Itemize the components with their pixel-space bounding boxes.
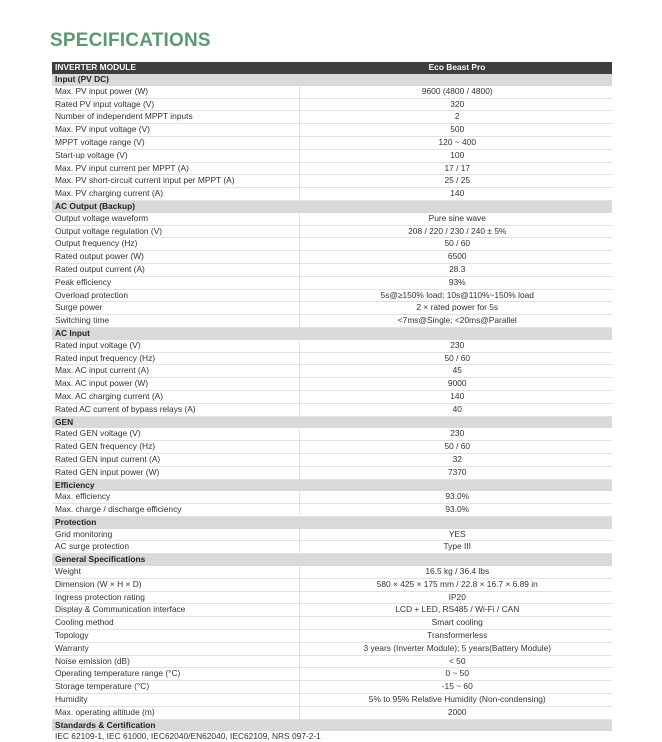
section-title: General Specifications: [52, 554, 612, 566]
table-row: [52, 213, 612, 225]
spec-value: 2 × rated power for 5s: [299, 302, 612, 315]
section-title: AC Output (Backup): [52, 200, 612, 212]
spec-value: 93%: [299, 276, 612, 289]
table-row: [52, 302, 612, 315]
spec-label: Max. AC input current (A): [52, 365, 299, 378]
section-header: [52, 479, 612, 491]
spec-label: Topology: [52, 630, 299, 643]
table-row: [52, 630, 612, 643]
table-row: [52, 617, 612, 630]
spec-value: YES: [299, 529, 612, 541]
spec-value: 50 / 60: [299, 441, 612, 454]
table-row: [52, 441, 612, 454]
table-header: [52, 62, 612, 74]
section-header: [52, 200, 612, 212]
table-row: [52, 263, 612, 276]
spec-value: 6500: [299, 251, 612, 264]
spec-label: Max. efficiency: [52, 491, 299, 503]
spec-label: Rated input frequency (Hz): [52, 352, 299, 365]
spec-value: 50 / 60: [299, 238, 612, 251]
spec-label: Warranty: [52, 642, 299, 655]
table-row: [52, 175, 612, 188]
spec-label: Output frequency (Hz): [52, 238, 299, 251]
section-title: AC Input: [52, 327, 612, 339]
section-header: [52, 416, 612, 428]
spec-value: 17 / 17: [299, 162, 612, 175]
spec-value: 93.0%: [299, 504, 612, 517]
spec-label: Output voltage regulation (V): [52, 225, 299, 238]
table-row: [52, 111, 612, 124]
spec-value: 320: [299, 98, 612, 111]
spec-value: 16.5 kg / 36.4 lbs: [299, 566, 612, 578]
spec-label: Grid monitoring: [52, 529, 299, 541]
spec-value: 93.0%: [299, 491, 612, 503]
spec-value: 50 / 60: [299, 352, 612, 365]
spec-value: -15 ~ 60: [299, 681, 612, 694]
section-title: Standards & Certification: [52, 719, 612, 731]
spec-value: 2000: [299, 706, 612, 719]
table-row: [52, 491, 612, 503]
table-row: [52, 566, 612, 578]
spec-label: Rated output current (A): [52, 263, 299, 276]
spec-label: Max. PV input voltage (V): [52, 124, 299, 137]
spec-label: Max. AC charging current (A): [52, 390, 299, 403]
spec-value: Pure sine wave: [299, 213, 612, 225]
spec-label: Start-up voltage (V): [52, 149, 299, 162]
spec-label: Overload protection: [52, 289, 299, 302]
table-row: [52, 578, 612, 591]
spec-label: Max. PV short-circuit current input per MPPT (A): [52, 175, 299, 188]
spec-value: 230: [299, 428, 612, 440]
table-row: [52, 591, 612, 604]
spec-table: [52, 62, 612, 731]
table-row: [52, 340, 612, 352]
spec-value: 40: [299, 403, 612, 416]
table-row: [52, 668, 612, 681]
spec-label: Rated GEN frequency (Hz): [52, 441, 299, 454]
spec-label: Peak efficiency: [52, 276, 299, 289]
standards-text: IEC 62109-1, IEC 61000, IEC62040/EN62040, IEC62109, NRS 097-2-1: [55, 731, 321, 742]
spec-value: 7370: [299, 466, 612, 479]
spec-label: Rated output power (W): [52, 251, 299, 264]
spec-label: Operating temperature range (°C): [52, 668, 299, 681]
spec-label: Max. PV input power (W): [52, 86, 299, 98]
spec-label: Rated GEN input power (W): [52, 466, 299, 479]
section-header: [52, 74, 612, 86]
spec-label: Max. charge / discharge efficiency: [52, 504, 299, 517]
spec-label: Rated AC current of bypass relays (A): [52, 403, 299, 416]
table-row: [52, 188, 612, 201]
spec-label: Cooling method: [52, 617, 299, 630]
table-row: [52, 149, 612, 162]
table-row: [52, 655, 612, 668]
spec-table-container: [52, 62, 612, 742]
spec-label: Noise emission (dB): [52, 655, 299, 668]
spec-value: Smart cooling: [299, 617, 612, 630]
spec-label: Weight: [52, 566, 299, 578]
table-row: [52, 541, 612, 554]
table-row: [52, 504, 612, 517]
table-row: [52, 681, 612, 694]
header-model: Eco Beast Pro: [299, 62, 612, 74]
section-title: Efficiency: [52, 479, 612, 491]
header-module: INVERTER MODULE: [52, 62, 299, 74]
spec-body: [52, 74, 612, 731]
spec-label: Rated PV input voltage (V): [52, 98, 299, 111]
spec-value: 230: [299, 340, 612, 352]
page-title: SPECIFICATIONS: [50, 30, 211, 51]
spec-label: Max. AC input power (W): [52, 378, 299, 391]
spec-value: 0 ~ 50: [299, 668, 612, 681]
table-row: [52, 124, 612, 137]
spec-value: Type III: [299, 541, 612, 554]
spec-value: 5s@≥150% load; 10s@110%~150% load: [299, 289, 612, 302]
spec-label: Number of independent MPPT inputs: [52, 111, 299, 124]
table-row: [52, 86, 612, 98]
table-row: [52, 466, 612, 479]
spec-value: 9600 (4800 / 4800): [299, 86, 612, 98]
table-row: [52, 251, 612, 264]
section-title: Protection: [52, 516, 612, 528]
table-row: [52, 162, 612, 175]
spec-label: Surge power: [52, 302, 299, 315]
table-row: [52, 642, 612, 655]
section-title: GEN: [52, 416, 612, 428]
table-row: [52, 225, 612, 238]
section-title: Input (PV DC): [52, 74, 612, 86]
spec-value: 45: [299, 365, 612, 378]
spec-value: < 50: [299, 655, 612, 668]
spec-value: 208 / 220 / 230 / 240 ± 5%: [299, 225, 612, 238]
spec-value: 120 ~ 400: [299, 136, 612, 149]
spec-value: 32: [299, 453, 612, 466]
table-row: [52, 706, 612, 719]
table-row: [52, 604, 612, 617]
spec-value: <7ms@Single; <20ms@Parallel: [299, 315, 612, 328]
table-row: [52, 136, 612, 149]
table-row: [52, 365, 612, 378]
spec-label: Display & Communication interface: [52, 604, 299, 617]
section-header: [52, 554, 612, 566]
spec-label: Output voltage waveform: [52, 213, 299, 225]
spec-label: Switching time: [52, 315, 299, 328]
spec-label: Max. PV input current per MPPT (A): [52, 162, 299, 175]
table-row: [52, 98, 612, 111]
spec-value: 580 × 425 × 175 mm / 22.8 × 16.7 × 6.89 in: [299, 578, 612, 591]
spec-label: Rated input voltage (V): [52, 340, 299, 352]
spec-value: 140: [299, 188, 612, 201]
spec-value: 9000: [299, 378, 612, 391]
table-row: [52, 315, 612, 328]
spec-value: LCD + LED, RS485 / Wi-Fi / CAN: [299, 604, 612, 617]
spec-value: 140: [299, 390, 612, 403]
spec-value: Transformerless: [299, 630, 612, 643]
spec-value: 3 years (Inverter Module); 5 years(Battery Module): [299, 642, 612, 655]
table-row: [52, 276, 612, 289]
table-row: [52, 238, 612, 251]
spec-value: 5% to 95% Relative Humidity (Non-condensing): [299, 694, 612, 707]
spec-value: 100: [299, 149, 612, 162]
spec-label: Dimension (W × H × D): [52, 578, 299, 591]
table-row: [52, 529, 612, 541]
spec-label: Rated GEN input current (A): [52, 453, 299, 466]
spec-label: Storage temperature (°C): [52, 681, 299, 694]
table-row: [52, 428, 612, 440]
spec-value: 2: [299, 111, 612, 124]
spec-label: Ingress protection rating: [52, 591, 299, 604]
spec-value: 500: [299, 124, 612, 137]
section-header: [52, 327, 612, 339]
spec-label: Rated GEN voltage (V): [52, 428, 299, 440]
spec-label: Humidity: [52, 694, 299, 707]
spec-value: 25 / 25: [299, 175, 612, 188]
spec-value: 28.3: [299, 263, 612, 276]
spec-label: MPPT voltage range (V): [52, 136, 299, 149]
table-row: [52, 352, 612, 365]
table-row: [52, 378, 612, 391]
table-row: [52, 289, 612, 302]
spec-value: IP20: [299, 591, 612, 604]
spec-label: AC surge protection: [52, 541, 299, 554]
spec-label: Max. operating altitude (m): [52, 706, 299, 719]
section-header: [52, 719, 612, 731]
table-row: [52, 403, 612, 416]
spec-label: Max. PV charging current (A): [52, 188, 299, 201]
table-row: [52, 453, 612, 466]
table-row: [52, 390, 612, 403]
section-header: [52, 516, 612, 528]
